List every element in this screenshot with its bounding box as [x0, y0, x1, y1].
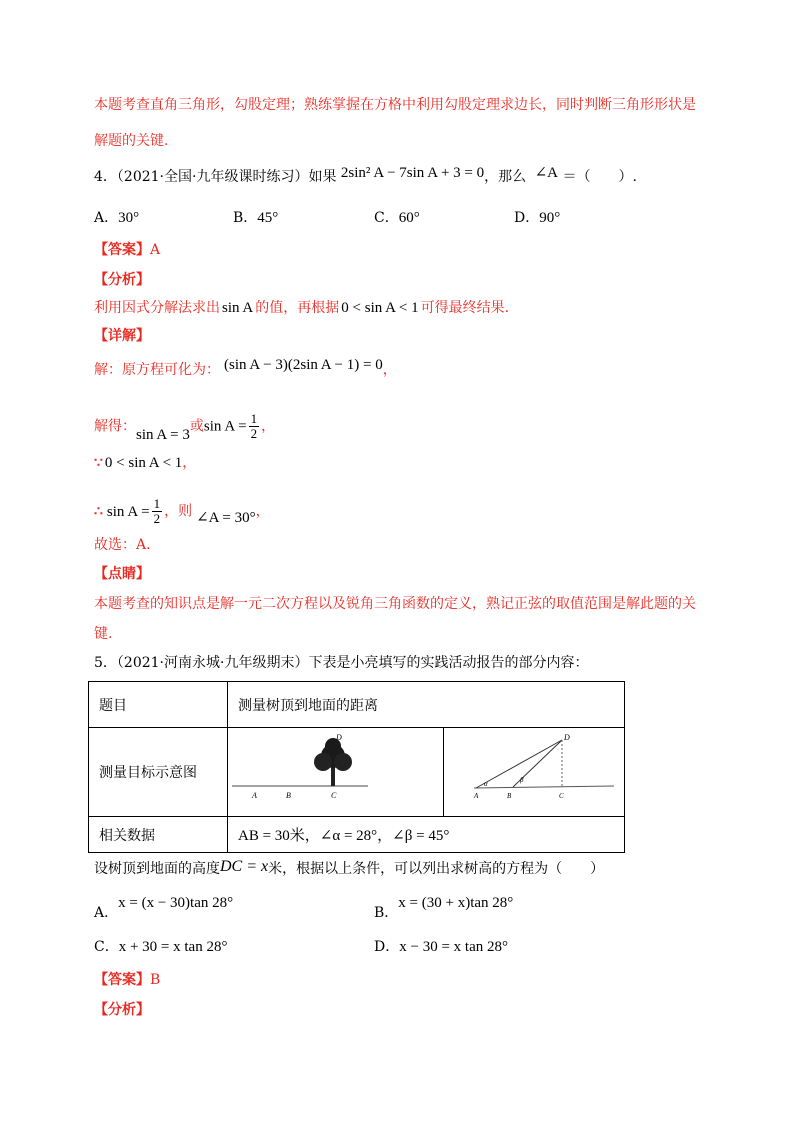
because-symbol: ∵ [94, 455, 103, 471]
q4-option-d [514, 208, 560, 228]
q4-comment-tag: 【点睛】 [94, 566, 150, 582]
step-text: ， [255, 503, 270, 520]
q4-comment-line1: 本题考查的知识点是解一元二次方程以及锐角三角函数的定义，熟记正弦的取值范围是解此题的关 [94, 596, 696, 612]
geometry-figure [444, 728, 624, 812]
table-cell-label: 题目 [89, 682, 228, 728]
therefore-symbol: ∴ [94, 503, 103, 520]
q5-source: （2021·河南永城·九年级期末）下表是小亮填写的实践活动报告的部分内容： [116, 655, 589, 671]
analysis-sin: sin A [222, 300, 254, 316]
table-row [89, 817, 625, 853]
option-label: B． [374, 905, 399, 921]
option-value: 45° [257, 210, 279, 226]
label-d: D [336, 733, 342, 742]
option-value: x − 30 = x tan 28° [399, 939, 508, 955]
answer-tag: 【答案】 [94, 972, 150, 988]
answer-tag: 【答案】 [94, 242, 150, 258]
option-value: x = (30 + x)tan 28° [398, 895, 514, 911]
step-text: ， [182, 455, 197, 471]
q4-detail-tag: 【详解】 [94, 328, 150, 344]
step-text: 解：原方程可化为： [94, 362, 220, 378]
step2-root2: sin A = [203, 418, 247, 435]
table-cell-label: 相关数据 [89, 817, 228, 853]
q5-stem [94, 653, 588, 673]
step-text: ， [382, 362, 397, 378]
q4-option-b [233, 208, 278, 228]
option-label: A． [94, 210, 119, 226]
table-cell-value: AB = 30米，∠α = 28°，∠β = 45° [228, 817, 625, 853]
label-alpha: α [484, 780, 488, 788]
q4-step1 [94, 357, 397, 380]
q4-conclusion: 故选：A. [94, 537, 151, 553]
q4-number: 4． [94, 169, 117, 185]
option-label: C． [374, 210, 399, 226]
q4-source: （2021·全国·九年级课时练习）如果 [116, 169, 337, 185]
label-c: C [331, 791, 337, 800]
option-label: D． [514, 210, 540, 226]
q4-step2 [94, 412, 275, 441]
option-value: 30° [118, 210, 140, 226]
q4-step3 [94, 453, 196, 473]
q4-connector: ，那么 [484, 169, 527, 185]
fraction-denominator: 2 [250, 426, 258, 441]
tree-figure [228, 728, 443, 812]
question-variable: DC = x [220, 858, 269, 875]
analysis-text: 的值，再根据 [255, 300, 340, 316]
label-d: D [564, 733, 570, 742]
geometry-figure-cell [444, 728, 625, 817]
fraction-numerator: 1 [153, 496, 161, 511]
analysis-text: 利用因式分解法求出 [94, 300, 220, 316]
option-label: B． [233, 210, 258, 226]
option-value: x = (x − 30)tan 28° [118, 895, 234, 911]
step-text: 或 [189, 418, 204, 435]
fraction-denominator: 2 [153, 511, 161, 526]
step3-inequality: 0 < sin A < 1 [104, 455, 183, 471]
q5-analysis-tag: 【分析】 [94, 1002, 150, 1018]
question-text: 设树顶到地面的高度 [94, 861, 220, 877]
label-b: B [507, 792, 512, 800]
q4-equation: 2sin² A − 7sin A + 3 = 0 [340, 165, 485, 181]
q4-analysis-tag: 【分析】 [94, 272, 150, 288]
option-value: 60° [398, 210, 420, 226]
q5-answer [94, 970, 160, 990]
step-text: ，则 [164, 503, 193, 520]
fraction-one-half [249, 412, 260, 441]
label-a: A [252, 791, 257, 800]
label-a: A [474, 792, 479, 800]
prev-commentary-line2: 解题的关键. [94, 133, 169, 149]
table-cell-value: 测量树顶到地面的距离 [228, 682, 625, 728]
q4-option-a [94, 208, 139, 228]
step-text: 解得： [94, 418, 136, 435]
tree-figure-cell [228, 728, 444, 817]
q5-question [94, 859, 604, 879]
q4-comment-line2: 键. [94, 626, 113, 642]
option-value: 90° [539, 210, 561, 226]
table-cell-label: 测量目标示意图 [89, 728, 228, 817]
q5-option-b [374, 893, 514, 921]
analysis-inequality: 0 < sin A < 1 [341, 300, 419, 316]
answer-value: B [150, 972, 161, 988]
table-row [89, 682, 625, 728]
tree-trunk [331, 766, 335, 786]
option-label: C． [94, 939, 119, 955]
answer-value: A [150, 242, 161, 258]
option-label: D． [374, 939, 400, 955]
option-label: A． [94, 905, 119, 921]
q5-option-a [94, 893, 234, 921]
step-text: ， [261, 418, 276, 435]
label-beta: β [520, 776, 524, 784]
fraction-one-half [152, 497, 163, 526]
q4-stem [94, 167, 637, 187]
prev-commentary-line1: 本题考查直角三角形，勾股定理；熟练掌握在方格中利用勾股定理求边长，同时判断三角形形状是 [94, 97, 696, 113]
option-value: x + 30 = x tan 28° [118, 939, 228, 955]
step2-root1: sin A = 3 [136, 426, 190, 443]
q5-option-d [374, 937, 508, 957]
step4-sin: sin A = [106, 503, 150, 520]
q4-ask: ＝（ ）. [562, 169, 637, 185]
table-row [89, 728, 625, 817]
q4-answer [94, 240, 160, 260]
analysis-text: 可得最终结果. [420, 300, 510, 316]
q4-step4 [94, 497, 270, 526]
q5-number: 5． [94, 655, 117, 671]
q4-option-c [374, 208, 420, 228]
fraction-numerator: 1 [250, 411, 258, 426]
label-b: B [286, 791, 291, 800]
step4-angle: ∠A = 30° [196, 509, 256, 526]
report-table [88, 681, 625, 853]
label-c: C [559, 792, 564, 800]
q5-option-c [94, 937, 227, 957]
step1-equation: (sin A − 3)(2sin A − 1) = 0 [224, 357, 383, 373]
question-text: 米，根据以上条件，可以列出求树高的方程为（ ） [268, 861, 605, 877]
q4-angle: ∠A [534, 165, 559, 181]
q4-analysis [94, 298, 509, 318]
